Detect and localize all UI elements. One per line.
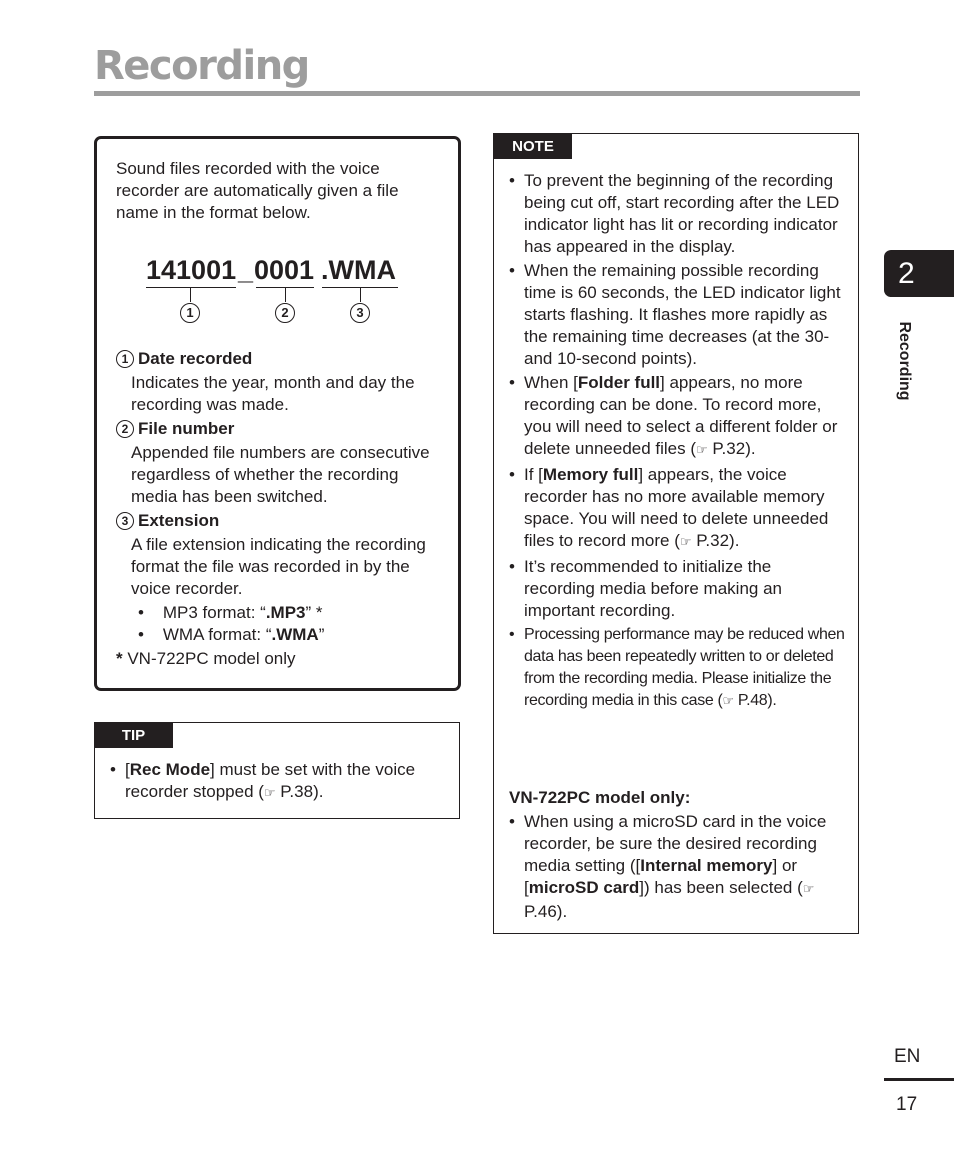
format-ext: .WMA: [271, 625, 319, 644]
item-date-description: Indicates the year, month and day the recording was made.: [131, 373, 415, 414]
underline-date: [146, 287, 236, 288]
bullet: •: [138, 603, 163, 622]
pointer-number: [285, 288, 286, 302]
reference-icon: ☞: [802, 882, 815, 897]
chapter-label: Recording: [896, 321, 913, 401]
model-only-list: [509, 811, 846, 925]
note-item: • When the remaining possible recording time is 60 seconds, the LED indicator light starts flashing. It flashes more rapidly as the remaining time decreases (at the 30- and 10-second points).: [509, 260, 846, 370]
item-heading-text: Date recorded: [138, 349, 253, 368]
reference-icon: ☞: [696, 443, 708, 458]
page-title: Recording: [94, 43, 309, 89]
tip-label: TIP: [94, 723, 173, 748]
language-label: EN: [894, 1046, 921, 1067]
item-number-badge: 2: [116, 420, 134, 438]
tip-item: • [Rec Mode] must be set with the voice recorder stopped (☞ P.38).: [110, 759, 445, 805]
reference-icon: ☞: [263, 786, 276, 801]
reference-icon: ☞: [722, 694, 734, 709]
note-item: • Processing performance may be reduced when data has been repeatedly written to or deleted from the recording media. Please initialize the recording media in this case (☞ P.48).: [509, 624, 846, 713]
note-item: • It’s recommended to initialize the recording media before making an important recording.: [509, 556, 846, 622]
format-ext: .MP3: [265, 603, 306, 622]
item-extension-description: A file extension indicating the recording format the file was recorded in by the voice recorder.: [131, 535, 426, 598]
item-file-number-heading: [116, 418, 234, 440]
pointer-extension: [360, 288, 361, 302]
note-label: NOTE: [494, 134, 572, 159]
page-number: 17: [896, 1094, 918, 1115]
item-number-badge: 1: [116, 350, 134, 368]
filename-intro: Sound files recorded with the voice recorder are automatically given a file name in the format below.: [116, 159, 399, 222]
note-item: • To prevent the beginning of the recording being cut off, start recording after the LED indicator light has lit or recording indicator has appeared in the display.: [509, 170, 846, 258]
note-item: • If [Memory full] appears, the voice recorder has no more available memory space. You will need to delete unneeded files to record more (☞ P.32).: [509, 464, 846, 554]
marker-1: 1: [180, 303, 200, 323]
marker-2: 2: [275, 303, 295, 323]
bullet: •: [138, 625, 163, 644]
item-file-number-description: Appended file numbers are consecutive regardless of whether the recording media has been switched.: [131, 443, 430, 506]
footnote-text: VN-722PC model only: [122, 649, 296, 668]
filename-number-part: 0001: [254, 255, 315, 285]
format-prefix: MP3 format: “: [162, 603, 266, 622]
filename-date-part: 141001: [146, 255, 237, 285]
format-mp3: [138, 602, 323, 624]
format-prefix: WMA format: “: [162, 625, 272, 644]
item-heading-text: Extension: [138, 511, 220, 530]
note-item: • When using a microSD card in the voice recorder, be sure the desired recording media setting ([Internal memory] or [microSD card]) has been selected (☞ P.46).: [509, 811, 846, 923]
language-rule: [884, 1078, 954, 1081]
item-extension-heading: [116, 510, 219, 532]
format-wma: [138, 624, 324, 646]
item-date-heading: [116, 348, 252, 370]
model-footnote: [116, 648, 296, 670]
filename-extension-part: .WMA: [321, 255, 396, 285]
format-suffix: ”: [318, 625, 325, 644]
model-only-heading: VN-722PC model only:: [509, 788, 691, 807]
format-suffix: ” *: [305, 603, 323, 622]
item-heading-text: File number: [138, 419, 235, 438]
footnote-mark: *: [116, 649, 123, 668]
filename-separator: _: [238, 255, 254, 285]
title-rule: [94, 91, 860, 96]
note-list: [509, 170, 846, 715]
item-number-badge: 3: [116, 512, 134, 530]
note-item: • When [Folder full] appears, no more recording can be done. To record more, you will need to select a different folder or delete unneeded files (☞ P.32).: [509, 372, 846, 462]
tip-list: [110, 759, 445, 807]
chapter-tab: 2: [884, 250, 954, 297]
marker-3: 3: [350, 303, 370, 323]
reference-icon: ☞: [679, 535, 692, 550]
pointer-date: [190, 288, 191, 302]
